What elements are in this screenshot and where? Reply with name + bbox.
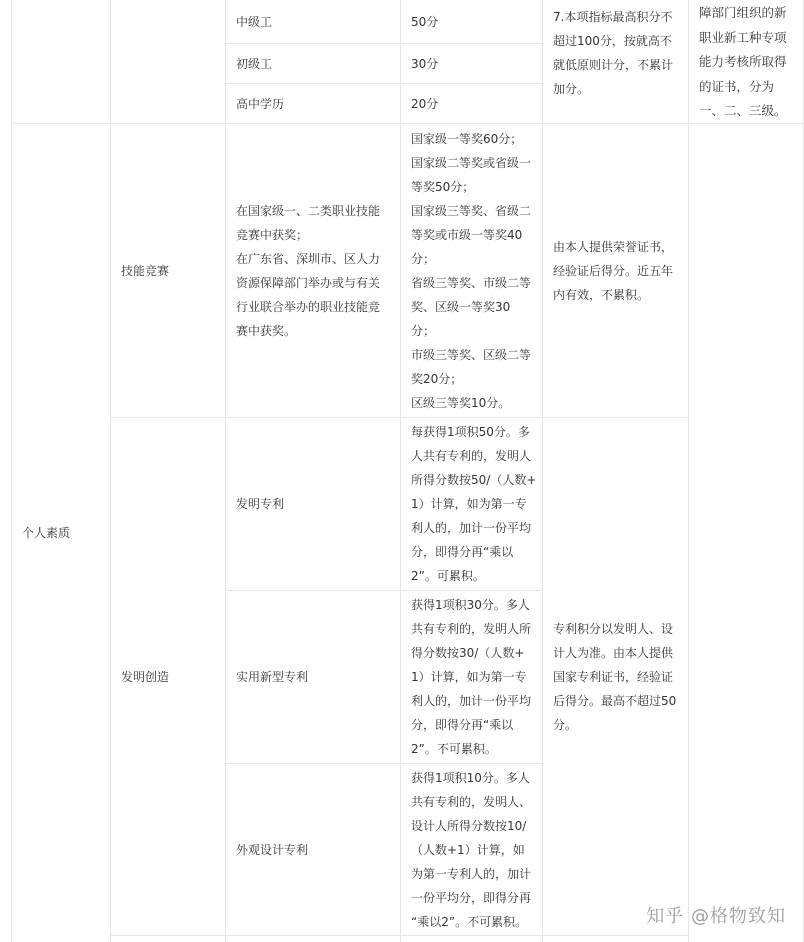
table-row xyxy=(226,84,401,124)
score-line: 所得分数按50/（人数+ xyxy=(411,473,537,487)
table-row xyxy=(226,0,401,44)
score-value: 30分 xyxy=(411,56,439,71)
note-line: 国家专利证书，经验证 xyxy=(553,669,674,684)
score-line: 分； xyxy=(411,252,436,266)
score-line: 为第一专利人的，加计 xyxy=(411,867,532,881)
remark-line: 能力考核所取得 xyxy=(699,54,787,69)
category-cell xyxy=(12,124,111,942)
subcategory-label: 技能竞赛 xyxy=(121,263,170,278)
next-row-edge xyxy=(111,936,226,942)
score-value: 20分 xyxy=(411,96,439,111)
score-line: 等奖50分； xyxy=(411,180,475,194)
score-line: “乘以2”。不可累积。 xyxy=(411,915,528,929)
note-cell-skill xyxy=(543,124,689,418)
score-line: 获得1项积30分。多人 xyxy=(411,598,530,612)
table-row xyxy=(226,418,401,591)
score-line: 人共有专利的，发明人 xyxy=(411,449,532,463)
remark-cell xyxy=(689,124,804,942)
condition-line: 资源保障部门举办或与有关 xyxy=(236,275,381,290)
note-line: 经验证后得分。近五年 xyxy=(553,263,674,278)
patent-score-cell xyxy=(401,591,543,764)
table-row xyxy=(226,591,401,764)
score-value: 50分 xyxy=(411,14,439,29)
patent-score-cell xyxy=(401,764,543,936)
patent-score-cell xyxy=(401,418,543,591)
score-line: 奖、区级一等奖30 xyxy=(411,300,511,314)
score-line: 1）计算，如为第一专 xyxy=(411,497,527,511)
category-label: 个人素质 xyxy=(22,526,71,540)
score-line: 2”。可累积。 xyxy=(411,569,485,583)
top-remark-cell xyxy=(689,0,804,124)
score-line: 国家级二等奖或省级一 xyxy=(411,156,532,170)
score-line: 利人的，加计一份平均 xyxy=(411,694,532,708)
level-label: 高中学历 xyxy=(236,96,285,111)
remark-line: 的证书，分为 xyxy=(699,78,775,94)
patent-type-label: 发明专利 xyxy=(236,497,285,511)
remark-line: 障部门组织的新 xyxy=(699,5,787,20)
table-row xyxy=(226,44,401,84)
top-subcategory-cell xyxy=(111,0,226,124)
score-line: 设计人所得分数按10/ xyxy=(411,819,527,833)
note-line: 7.本项指标最高积分不 xyxy=(553,10,673,24)
condition-line: 行业联合举办的职业技能竞 xyxy=(236,299,381,314)
table-row xyxy=(226,764,401,936)
score-line: 奖20分； xyxy=(411,372,463,386)
score-line: 利人的，加计一份平均 xyxy=(411,521,532,535)
condition-line: 赛中获奖。 xyxy=(236,323,297,338)
table-cell-score xyxy=(401,44,543,84)
patent-type-label: 实用新型专利 xyxy=(236,670,309,684)
subcategory-cell-invention xyxy=(111,418,226,936)
note-line: 由本人提供荣誉证书， xyxy=(553,239,674,254)
score-line: 共有专利的，发明人所 xyxy=(411,622,532,636)
condition-line: 在国家级一、二类职业技能 xyxy=(236,203,381,218)
score-line: （人数+1）计算，如 xyxy=(411,843,525,857)
condition-line: 在广东省、深圳市、区人力 xyxy=(236,251,381,266)
top-category-cell xyxy=(12,0,111,124)
level-label: 初级工 xyxy=(236,56,273,71)
note-cell-invention xyxy=(543,418,689,936)
table-cell-score xyxy=(401,84,543,124)
patent-type-label: 外观设计专利 xyxy=(236,842,309,857)
next-row-edge xyxy=(401,936,543,942)
score-line: 分，即得分再“乘以 xyxy=(411,718,514,732)
subcategory-cell-skill xyxy=(111,124,226,418)
remark-line: 一、二、三级。 xyxy=(699,103,787,118)
score-line: 分，即得分再“乘以 xyxy=(411,545,514,559)
score-line: 区级三等奖10分。 xyxy=(411,396,511,410)
score-line: 获得1项积10分。多人 xyxy=(411,771,530,785)
note-line: 就低原则计分，不累计 xyxy=(553,58,674,72)
table-cell-score xyxy=(401,0,543,44)
note-line: 加分。 xyxy=(553,82,590,96)
score-line: 省级三等奖、市级二等 xyxy=(411,276,532,290)
score-line: 国家级一等奖60分； xyxy=(411,132,523,146)
note-line: 后得分。最高不超过50 xyxy=(553,693,677,708)
note-line: 分。 xyxy=(553,717,578,732)
condition-line: 竞赛中获奖； xyxy=(236,227,309,242)
level-label: 中级工 xyxy=(236,14,273,29)
score-cell xyxy=(401,124,543,418)
score-line: 共有专利的，发明人、 xyxy=(411,795,532,809)
score-line: 得分数按30/（人数+ xyxy=(411,646,525,660)
score-line: 市级三等奖、区级二等 xyxy=(411,348,532,362)
top-note-cell xyxy=(543,0,689,124)
next-row-edge xyxy=(543,936,689,942)
score-line: 分； xyxy=(411,324,436,338)
score-line: 等奖或市级一等奖40 xyxy=(411,228,523,242)
note-line: 计人为准。由本人提供 xyxy=(553,645,674,660)
note-line: 专利积分以发明人、设 xyxy=(553,621,674,636)
note-line: 超过100分，按就高不 xyxy=(553,34,672,48)
next-row-edge xyxy=(226,936,401,942)
remark-line: 职业新工种专项 xyxy=(699,29,787,45)
note-line: 内有效，不累积。 xyxy=(553,287,650,302)
condition-cell xyxy=(226,124,401,418)
score-line: 国家级三等奖、省级二 xyxy=(411,204,532,218)
watermark: 知乎 @格物致知 xyxy=(646,906,786,927)
score-line: 一份平均分，即得分再 xyxy=(411,891,532,905)
score-line: 每获得1项积50分。多 xyxy=(411,425,530,439)
subcategory-label: 发明创造 xyxy=(121,669,170,684)
score-line: 2”。不可累积。 xyxy=(411,742,497,756)
score-line: 1）计算，如为第一专 xyxy=(411,670,527,684)
